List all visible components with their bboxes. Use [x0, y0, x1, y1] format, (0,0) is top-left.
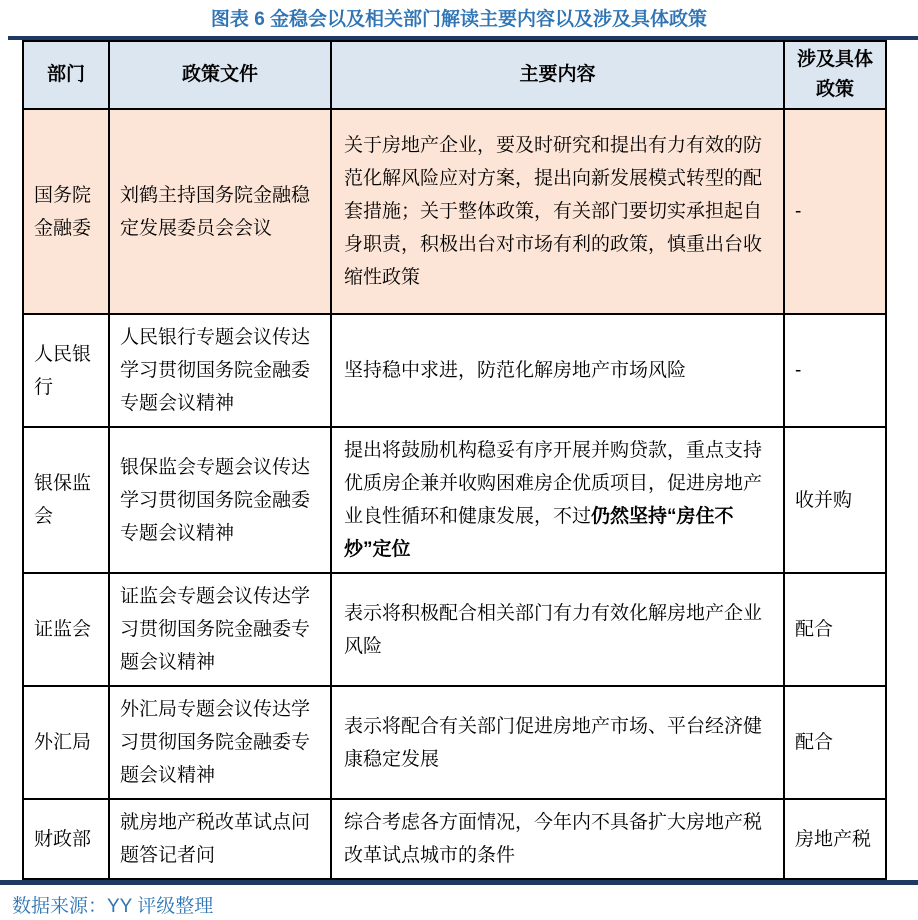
- table-row: [23, 314, 886, 427]
- content-segment: 提出将鼓励机构稳妥有序开展并购贷款，重点支持优质房企兼并收购困难房企优质项目，促进房地产业良性循环和健康发展，不过: [344, 440, 763, 527]
- policy-table: [22, 40, 887, 880]
- table-body: [23, 109, 886, 879]
- policy-file-cell: 外汇局专题会议传达学习贯彻国务院金融委专题会议精神: [109, 686, 331, 799]
- main-content-cell: [331, 314, 784, 427]
- main-content-cell: [331, 573, 784, 686]
- specific-policy-cell: -: [784, 109, 886, 314]
- main-content-cell: [331, 109, 784, 314]
- data-source: 数据来源：YY 评级整理: [12, 896, 214, 917]
- main-content-cell: [331, 427, 784, 573]
- bottom-rule: [0, 880, 918, 885]
- specific-policy-cell: -: [784, 314, 886, 427]
- policy-file-cell: 人民银行专题会议传达学习贯彻国务院金融委专题会议精神: [109, 314, 331, 427]
- column-header-policy-file: 政策文件: [109, 41, 331, 109]
- specific-policy-cell: 房地产税: [784, 799, 886, 879]
- policy-file-cell: 刘鹤主持国务院金融稳定发展委员会会议: [109, 109, 331, 314]
- table-row: [23, 686, 886, 799]
- department-cell: 证监会: [23, 573, 109, 686]
- specific-policy-cell: 配合: [784, 686, 886, 799]
- column-header-specific-policy: 涉及具体政策: [784, 41, 886, 109]
- table-row: [23, 427, 886, 573]
- department-cell: 国务院金融委: [23, 109, 109, 314]
- specific-policy-cell: 配合: [784, 573, 886, 686]
- table-row: [23, 109, 886, 314]
- policy-file-cell: 银保监会专题会议传达学习贯彻国务院金融委专题会议精神: [109, 427, 331, 573]
- department-cell: 银保监会: [23, 427, 109, 573]
- policy-file-cell: 就房地产税改革试点问题答记者问: [109, 799, 331, 879]
- content-segment: 坚持稳中求进，防范化解房地产市场风险: [344, 360, 687, 381]
- table-row: [23, 799, 886, 879]
- specific-policy-cell: 收并购: [784, 427, 886, 573]
- content-segment: 关于房地产企业，要及时研究和提出有力有效的防范化解风险应对方案，提出向新发展模式转型的配套措施；关于整体政策，有关部门要切实承担起自身职责，积极出台对市场有利的政策，慎重出台收缩性政策: [344, 135, 763, 288]
- main-content-cell: [331, 686, 784, 799]
- department-cell: 外汇局: [23, 686, 109, 799]
- header-row: [23, 41, 886, 109]
- content-segment: 表示将积极配合相关部门有力有效化解房地产企业风险: [344, 602, 763, 657]
- column-header-main-content: 主要内容: [331, 41, 784, 109]
- table-header: [23, 41, 886, 109]
- content-bold-segment: 仍然坚持“房住不炒”定位: [344, 506, 734, 560]
- policy-file-cell: 证监会专题会议传达学习贯彻国务院金融委专题会议精神: [109, 573, 331, 686]
- figure-title: 图表 6 金稳会以及相关部门解读主要内容以及涉及具体政策: [210, 9, 708, 30]
- department-cell: 财政部: [23, 799, 109, 879]
- content-segment: 表示将配合有关部门促进房地产市场、平台经济健康稳定发展: [344, 715, 763, 770]
- department-cell: 人民银行: [23, 314, 109, 427]
- content-segment: 综合考虑各方面情况，今年内不具备扩大房地产税改革试点城市的条件: [344, 812, 763, 866]
- main-content-cell: [331, 799, 784, 879]
- column-header-department: 部门: [23, 41, 109, 109]
- table-row: [23, 573, 886, 686]
